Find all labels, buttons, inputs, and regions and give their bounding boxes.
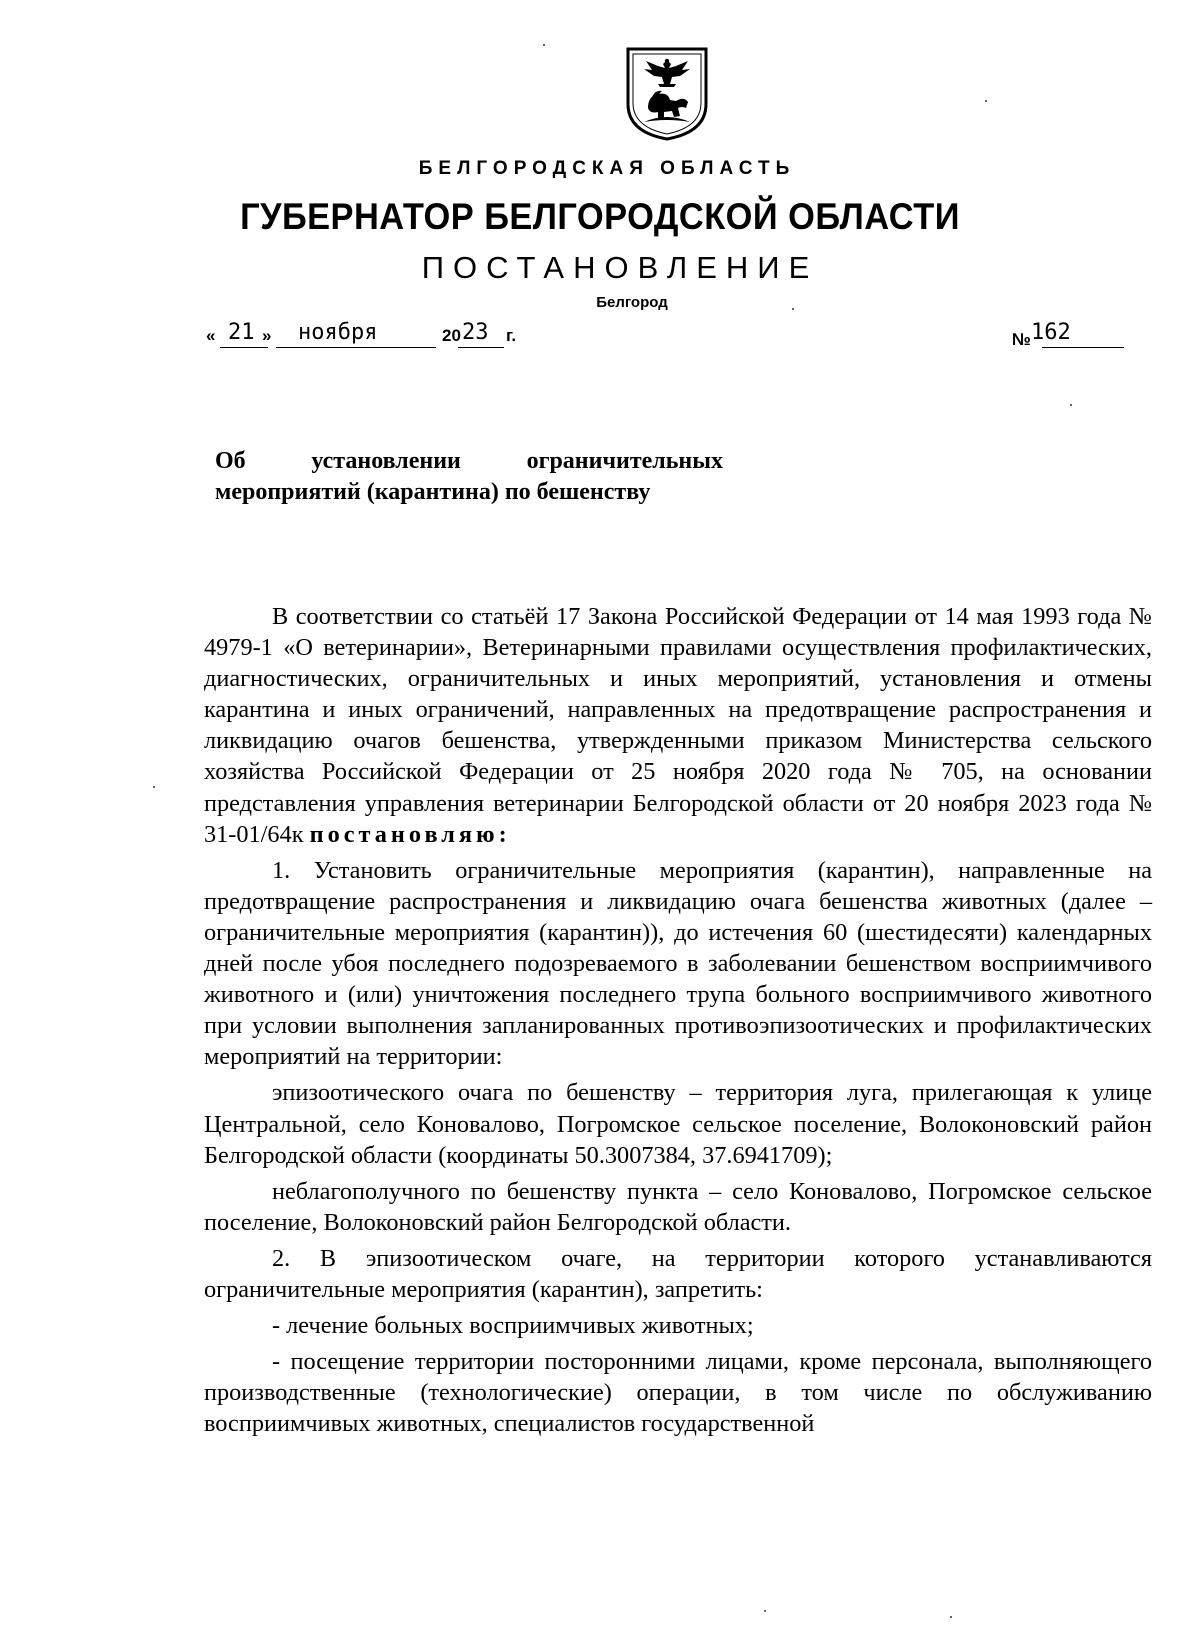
prohibition-item-1: - лечение больных восприимчивых животных; bbox=[272, 1312, 754, 1340]
clause-2-paragraph: 2. В эпизоотическом очаге, на территории которого устанавливаются ограничительные мероприятия (карантин), запретить: bbox=[204, 1244, 1152, 1303]
date-month: ноября bbox=[298, 320, 378, 345]
document-body bbox=[204, 601, 1152, 1444]
epizootic-focus-paragraph: эпизоотического очага по бешенству – территория луга, прилегающая к улице Центральной, село Коновалово, Погромское сельское поселение, Волоконовский район Белгородской области (координаты 50.3007384, 37.6941709); bbox=[204, 1079, 1152, 1169]
date-day-underline bbox=[220, 347, 268, 348]
region-heading: БЕЛГОРОДСКАЯ ОБЛАСТЬ bbox=[418, 158, 796, 179]
scan-speck bbox=[950, 1616, 952, 1618]
date-year-unit: г. bbox=[506, 326, 517, 345]
document-title bbox=[215, 446, 723, 508]
scan-speck bbox=[543, 44, 545, 46]
date-month-underline bbox=[276, 347, 436, 348]
scan-speck bbox=[764, 1610, 766, 1612]
title-line-2: мероприятий (карантина) по бешенству bbox=[215, 479, 651, 505]
preamble-paragraph bbox=[204, 601, 1152, 850]
number-label: № bbox=[1012, 330, 1031, 349]
prohibition-item-2: - посещение территории посторонними лицами, кроме персонала, выполняющего производственные (технологические) операции, в том числе по обслуживанию восприимчивых животных, специалистов государственной bbox=[204, 1348, 1152, 1438]
governor-heading: ГУБЕРНАТОР БЕЛГОРОДСКОЙ ОБЛАСТИ bbox=[240, 196, 960, 237]
clause-1-paragraph: 1. Установить ограничительные мероприятия (карантин), направленные на предотвращение распространения и ликвидацию очага бешенства животных (далее – ограничительные мероприятия (карантин)), до истечения 60 (шестидесяти) календарных дней после убоя последнего подозреваемого в заболевании бешенством восприимчивого животного и (или) уничтожения последнего трупа больного восприимчивого животного при условии выполнения запланированных противоэпизоотических и профилактических мероприятий на территории: bbox=[204, 856, 1152, 1071]
date-year-underline bbox=[458, 347, 504, 348]
scan-speck bbox=[792, 308, 794, 310]
date-year-suffix: 23 bbox=[462, 320, 489, 345]
document-type-heading: ПОСТАНОВЛЕНИЕ bbox=[421, 250, 819, 285]
decree-word: постановляю: bbox=[309, 820, 511, 848]
date-open-quote: « bbox=[206, 326, 216, 345]
number-underline bbox=[1042, 347, 1124, 348]
date-close-quote: » bbox=[262, 326, 272, 345]
belgorod-coat-of-arms-icon bbox=[624, 46, 710, 142]
number-value: 162 bbox=[1030, 320, 1071, 345]
document-number bbox=[1012, 320, 1071, 351]
unfavorable-point-paragraph: неблагополучного по бешенству пункта – село Коновалово, Погромское сельское поселение, Волоконовский район Белгородской области. bbox=[204, 1177, 1152, 1236]
date-day: 21 bbox=[228, 320, 255, 345]
scan-speck bbox=[153, 786, 155, 788]
scan-speck bbox=[1070, 404, 1072, 406]
date-year-prefix: 20 bbox=[442, 326, 461, 345]
preamble-text: В соответствии со статьёй 17 Закона Российской Федерации от 14 мая 1993 года № 4979-1 «О ветеринарии», Ветеринарными правилами осуществления профилактических, диагностических, ограничительных и иных мероприятий, установления и отмены карантина и иных ограничений, направленных на предотвращение распространения и ликвидацию очагов бешенства, утвержденными приказом Министерства сельского хозяйства Российской Федерации от 25 ноября 2020 года № 705, на основании представления управления ветеринарии Белгородской области от 20 ноября 2023 года № 31-01/64к bbox=[204, 603, 1152, 848]
city-label: Белгород bbox=[596, 294, 668, 311]
title-line-1: Об установлении ограничительных bbox=[215, 448, 723, 474]
scan-speck bbox=[985, 100, 987, 102]
